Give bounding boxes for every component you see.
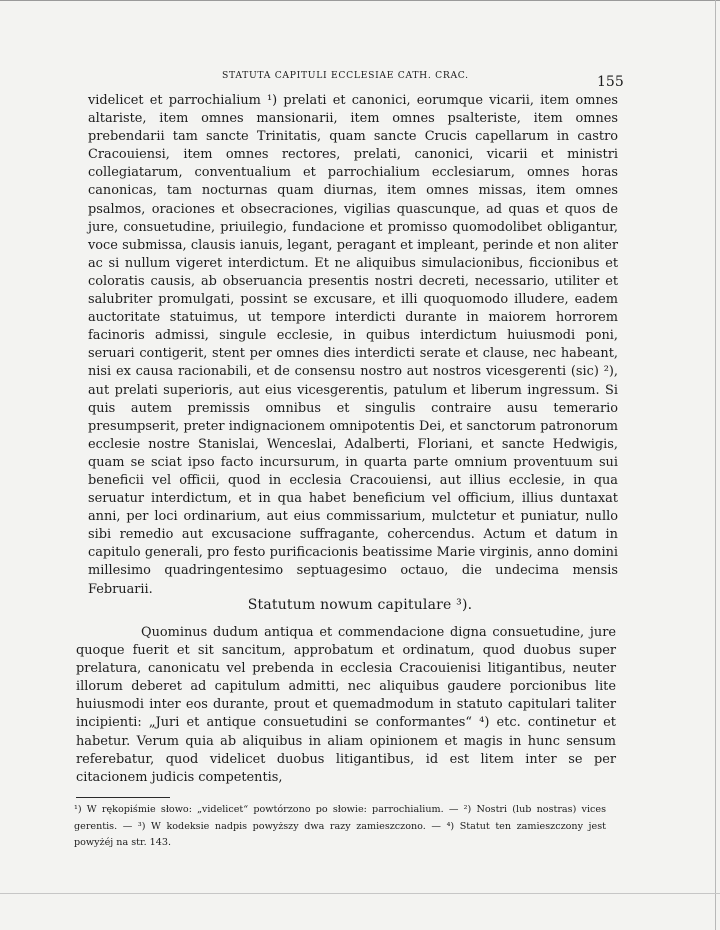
page-number: 155 bbox=[597, 74, 624, 90]
page-bottom-edge bbox=[0, 893, 720, 894]
body-paragraph-2: Quominus dudum antiqua et commendacione digna consuetudine, jure quoque fuerit et sit sancitum, approbatum et ordinatum, quod duobus super prelatura, canonicatu vel prebenda in ecclesia Cracouienisi litigantibus, neuter illorum deberet ad capitulum admitti, nec aliquibus gaudere porcionibus lite huiusmodi inter eos durante, prout et quemadmodum in statuto capitulari taliter incipienti: „Juri et antique consuetudini se conformantes“ ⁴) etc. continetur et habetur. Verum quia ab aliquibus in aliam opinionem et magis in hunc sensum referebatur, quod videlicet duobus litigantibus, id est litem inter se per citacionem judicis competentis, bbox=[76, 625, 616, 785]
running-title: STATUTA CAPITULI ECCLESIAE CATH. CRAC. bbox=[222, 70, 469, 81]
section-heading: Statutum nowum capitulare ³). bbox=[247, 597, 473, 613]
footnote-divider bbox=[76, 797, 170, 798]
page-top-edge bbox=[0, 0, 720, 11]
body-paragraph-1: videlicet et parrochialium ¹) prelati et canonici, eorumque vicarii, item omnes altariste, item omnes mansionarii, item omnes psalteriste, item omnes prebendarii tam sancte Trinitatis, quam sancte Crucis capellarum in castro Cracouiensi, item omnes rectores, prelati, canonici, vicarii et ministri collegiatarum, conventualium et parrochialium ecclesiarum, omnes horas canonicas, tam nocturnas quam diurnas, item omnes missas, item omnes psalmos, oraciones et obsecraciones, vigilias quascunque, ad quas et quos de jure, consuetudine, priuilegio, fundacione et promisso quomodolibet obligantur, voce submissa, clausis ianuis, legant, peragant et impleant, perinde et non aliter ac si nullum vigeret interdictum. Et ne aliquibus simulacionibus, ficcionibus et coloratis causis, ab obseruancia presentis nostri decreti, necessario, utiliter et salubriter promulgati, possint se excusare, et illi quoquomodo illudere, eadem auctoritate statuimus, ut tempore interdicti durante in maiorem horrorem facinoris admissi, singule ecclesie, in quibus interdictum huiusmodi poni, seruari contigerit, stent per omnes dies interdicti serate et clause, nec habeant, nisi ex causa racionabili, et de consensu nostro aut nostros vicesgerenti (sic) ²), aut prelati superioris, aut eius vicesgerentis, patulum et liberum ingressum. Si quis autem premissis omnibus et singulis contraire ausu temerario presumpserit, preter indignacionem omnipotentis Dei, et sanctorum patronorum ecclesie nostre Stanislai, Wenceslai, Adalberti, Floriani, et sancte Hedwigis, quam se sciat ipso facto incursurum, in quarta parte omnium proventuum sui beneficii vel officii, quod in ecclesia Cracouiensi, aut illius ecclesie, in qua seruatur interdictum, et in qua habet beneficium vel officium, illius duntaxat anni, per loci ordinarium, aut eius commissarium, mulctetur et puniatur, nullo sibi remedio aut excusacione suffragante, cohercendus. Actum et datum in capitulo generali, pro festo purificacionis beatissime Marie virginis, anno domini millesimo quadringentesimo septuagesimo octauo, die undecima mensis Februarii. bbox=[88, 93, 618, 597]
page-right-edge bbox=[715, 0, 716, 930]
footnotes: ¹) W rękopiśmie słowo: „videlicet“ powtórzono po słowie: parrochialium. — ²) Nostri (lub nostras) vices gerentis. — ³) W kodeksie nadpis powyższy dwa razy zamieszczono. — ⁴) Statut ten zamieszczony jest powyżéj na str. 143. bbox=[74, 804, 606, 848]
